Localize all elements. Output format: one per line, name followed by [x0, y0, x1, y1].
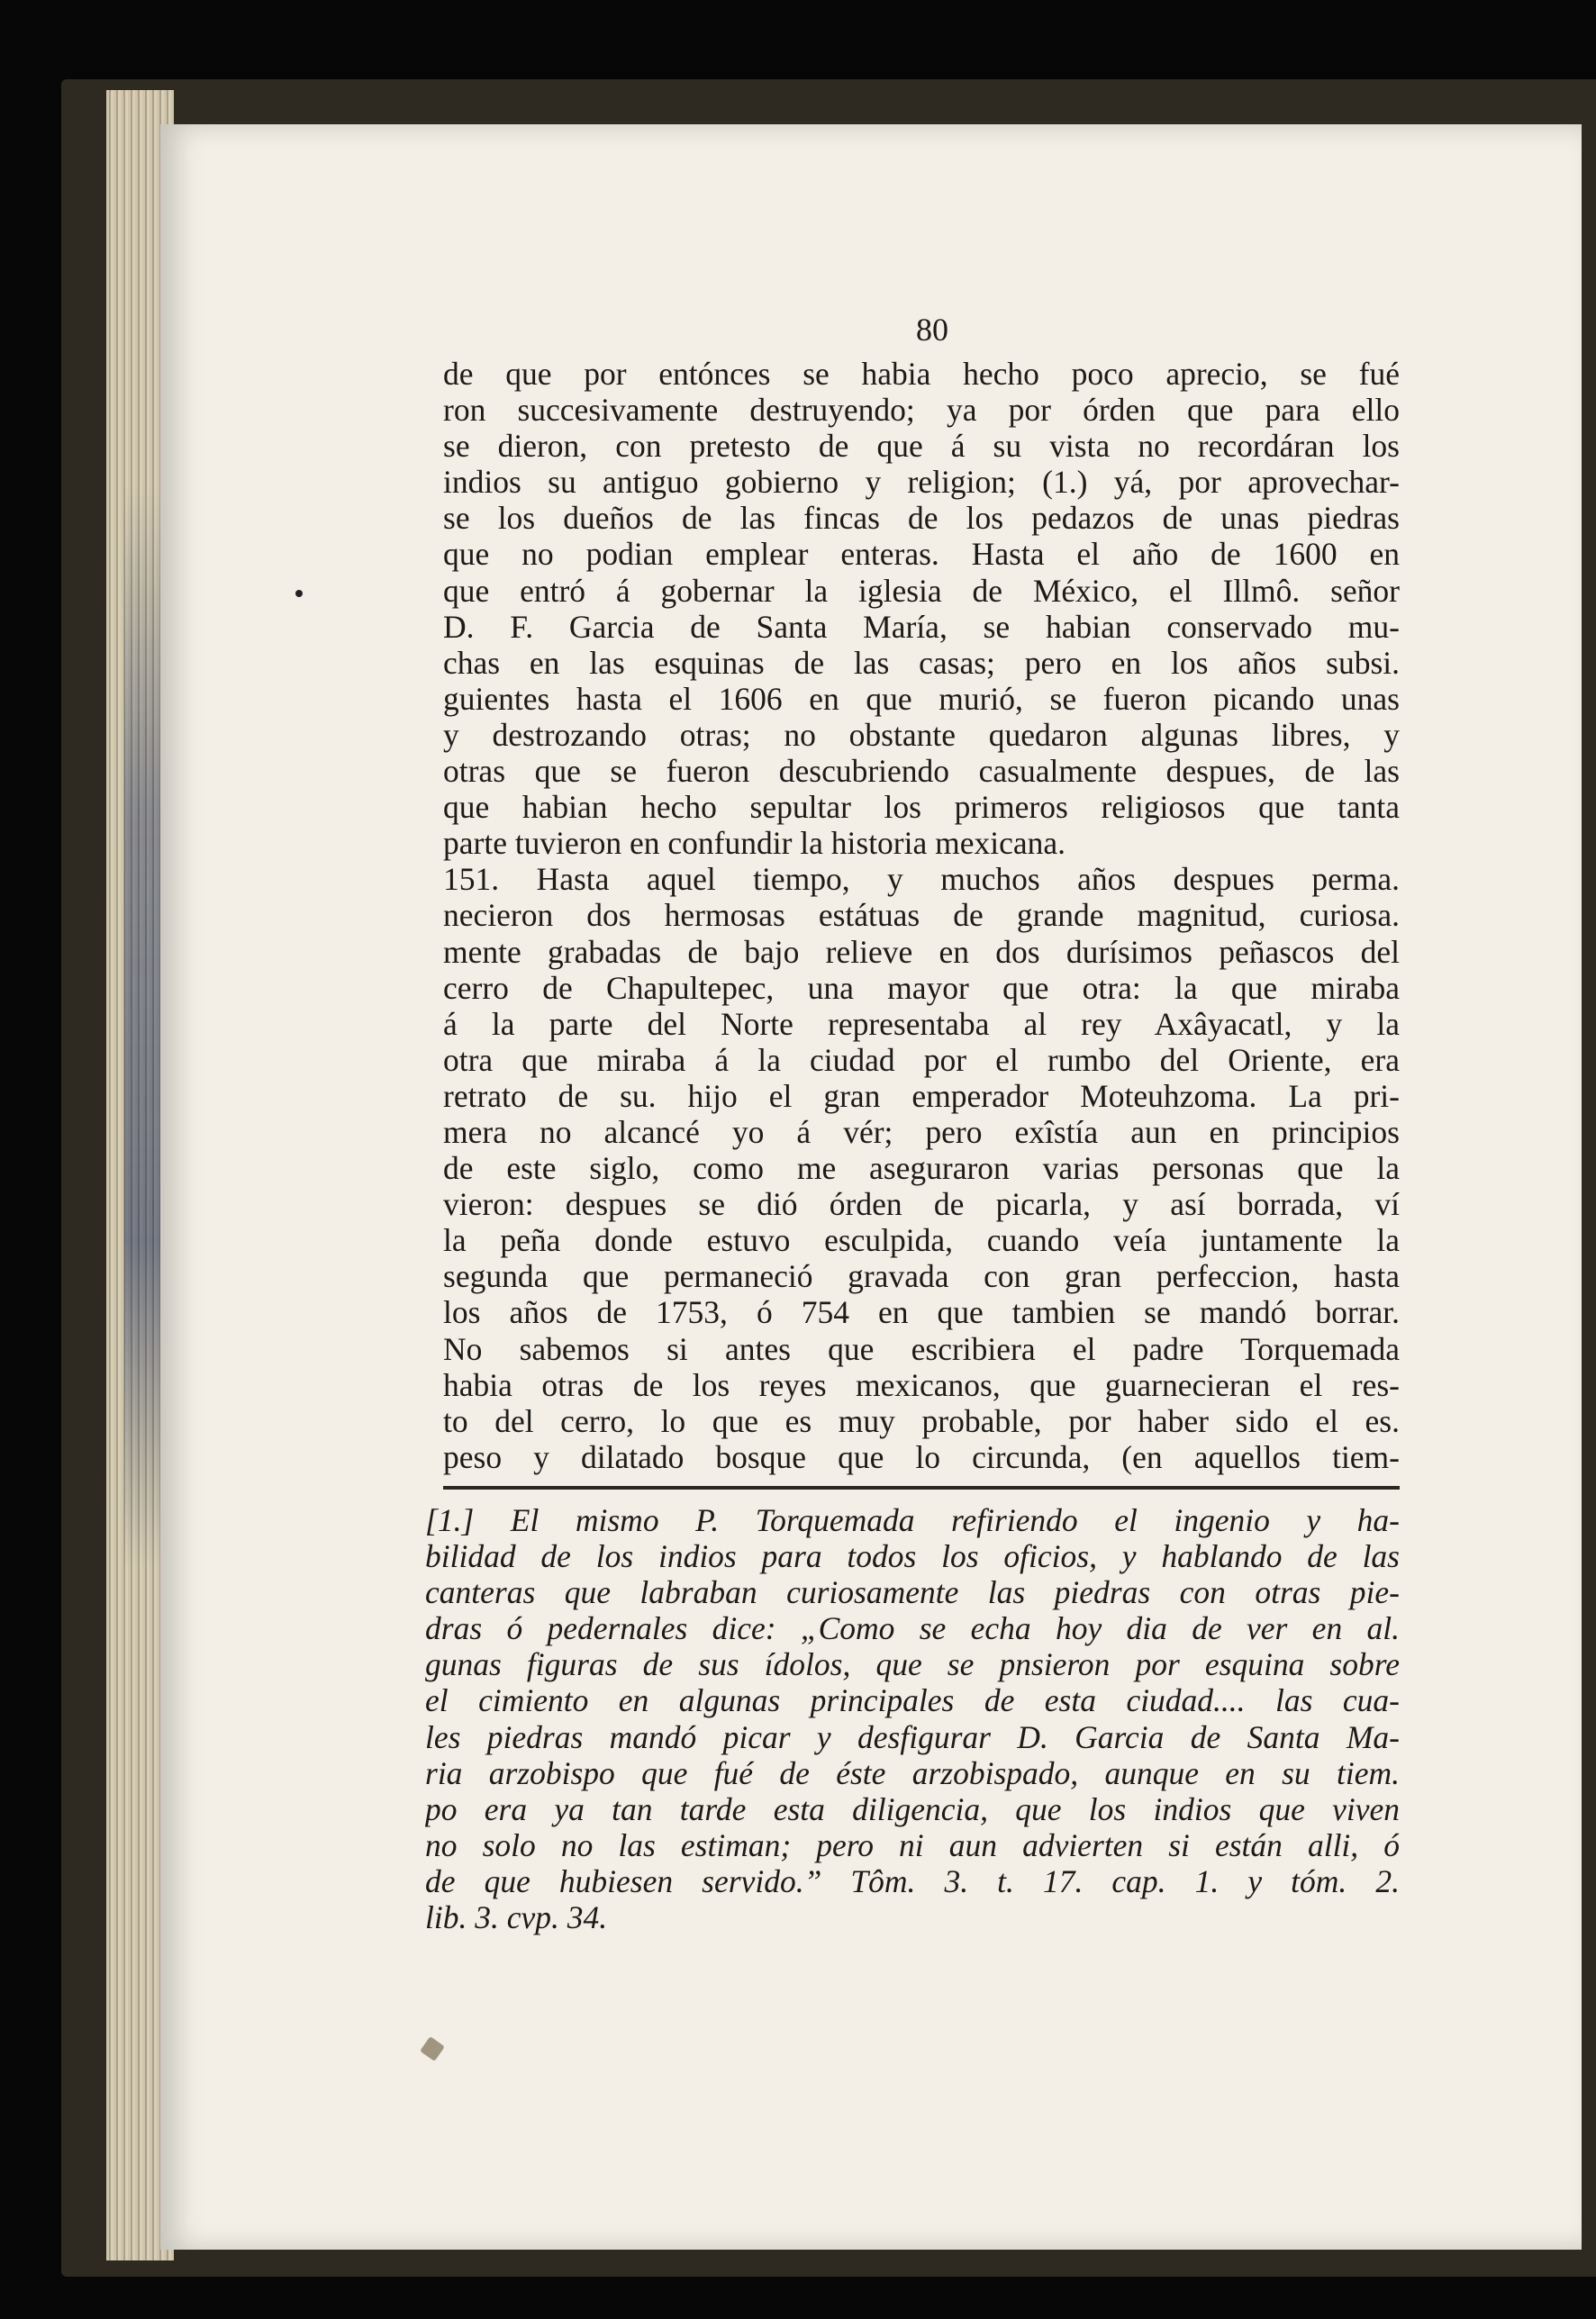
footnote-line: gunas figuras de sus ídolos, que se pnsieron por esquina sobre	[425, 1646, 1400, 1683]
text-line: se dieron, con pretesto de que á su vista no recordáran los	[443, 428, 1400, 465]
text-line: otras que se fueron descubriendo casualmente despues, de las	[443, 753, 1400, 790]
footnote-line: de que hubiesen servido.” Tôm. 3. t. 17. cap. 1. y tóm. 2.	[425, 1862, 1400, 1899]
footnote-line: [1.] El mismo P. Torquemada refiriendo el ingenio y ha-	[425, 1502, 1400, 1538]
text-line: mente grabadas de bajo relieve en dos durísimos peñascos del	[443, 933, 1400, 970]
text-line: necieron dos hermosas estátuas de grande magnitud, curiosa.	[443, 897, 1400, 934]
page-number: 80	[916, 312, 948, 348]
text-line: otra que miraba á la ciudad por el rumbo del Oriente, era	[443, 1041, 1400, 1078]
footnote-line: ria arzobispo que fué de éste arzobispado, aunque en su tiem.	[425, 1754, 1400, 1791]
text-line: y destrozando otras; no obstante quedaron algunas libres, y	[443, 716, 1400, 753]
text-line: ron succesivamente destruyendo; ya por órden que para ello	[443, 392, 1400, 429]
text-line: á la parte del Norte representaba al rey Axâyacatl, y la	[443, 1005, 1400, 1042]
text-line: vieron: despues se dió órden de picarla, y así borrada, ví	[443, 1186, 1400, 1223]
text-line: parte tuvieron en confundir la historia mexicana.	[443, 825, 1066, 862]
footnote-line: les piedras mandó picar y desfigurar D. Garcia de Santa Ma-	[425, 1718, 1400, 1755]
footnote-line: dras ó pedernales dice: „Como se echa hoy dia de ver en al.	[425, 1610, 1400, 1647]
footnote-line: lib. 3. cvp. 34.	[425, 1899, 608, 1936]
text-line: peso y dilatado bosque que lo circunda, (en aquellos tiem-	[443, 1438, 1400, 1475]
text-line: la peña donde estuvo esculpida, cuando veía juntamente la	[443, 1222, 1400, 1259]
text-line: que habian hecho sepultar los primeros religiosos que tanta	[443, 789, 1400, 826]
text-line: chas en las esquinas de las casas; pero en los años subsi.	[443, 644, 1400, 681]
text-line: guientes hasta el 1606 en que murió, se fueron picando unas	[443, 680, 1400, 717]
footnote-line: el cimiento en algunas principales de esta ciudad.... las cua-	[425, 1682, 1400, 1719]
text-line: cerro de Chapultepec, una mayor que otra: la que miraba	[443, 969, 1400, 1006]
footnote-rule	[443, 1486, 1400, 1490]
text-line: No sabemos si antes que escribiera el padre Torquemada	[443, 1330, 1400, 1367]
footnote-line: po era ya tan tarde esta diligencia, que los indios que viven	[425, 1790, 1400, 1827]
text-line: de que por entónces se habia hecho poco aprecio, se fué	[443, 356, 1400, 392]
text-line: se los dueños de las fincas de los pedazos de unas piedras	[443, 500, 1400, 537]
spine-stamp	[124, 486, 160, 1567]
text-line: segunda que permaneció gravada con gran perfeccion, hasta	[443, 1258, 1400, 1295]
text-line: que no podian emplear enteras. Hasta el año de 1600 en	[443, 536, 1400, 573]
footnote-line: bilidad de los indios para todos los oficios, y hablando de las	[425, 1538, 1400, 1575]
footnote-line: no solo no las estiman; pero ni aun advierten si están alli, ó	[425, 1826, 1400, 1863]
text-line: que entró á gobernar la iglesia de México, el Illmô. señor	[443, 572, 1400, 609]
text-line: de este siglo, como me aseguraron varias personas que la	[443, 1150, 1400, 1187]
footnote-line: canteras que labraban curiosamente las piedras con otras pie-	[425, 1574, 1400, 1611]
text-line: to del cerro, lo que es muy probable, por haber sido el es.	[443, 1402, 1400, 1439]
text-line: retrato de su. hijo el gran emperador Moteuhzoma. La pri-	[443, 1077, 1400, 1114]
footnote	[425, 1502, 1400, 1935]
text-line: habia otras de los reyes mexicanos, que guarnecieran el res-	[443, 1366, 1400, 1403]
paragraph-151-start: 151. Hasta aquel tiempo, y muchos años despues perma.	[443, 861, 1400, 898]
text-line: D. F. Garcia de Santa María, se habian conservado mu-	[443, 608, 1400, 645]
text-line: los años de 1753, ó 754 en que tambien se mandó borrar.	[443, 1294, 1400, 1331]
main-text	[443, 356, 1400, 1475]
text-line: indios su antiguo gobierno y religion; (1.) yá, por aprovechar-	[443, 464, 1400, 501]
ink-dot	[295, 590, 303, 597]
text-line: mera no alcancé yo á vér; pero exîstía aun en principios	[443, 1113, 1400, 1150]
